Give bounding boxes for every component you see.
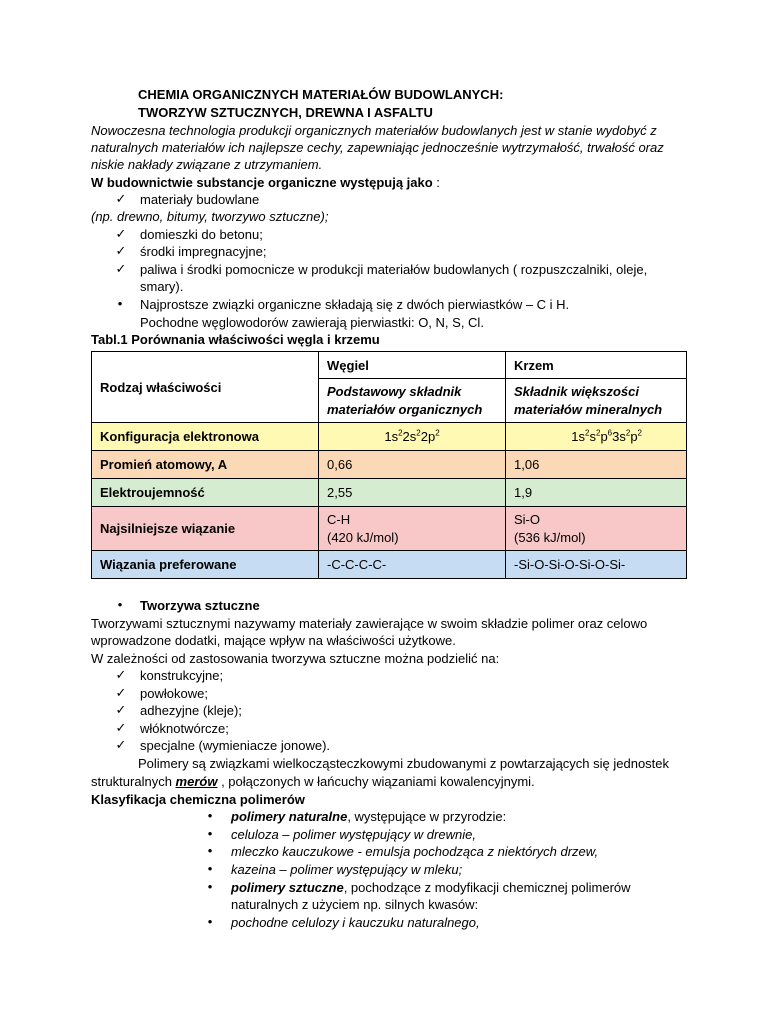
carbon-bond (319, 507, 506, 551)
bullet-icon: • (207, 808, 213, 823)
silicon-config (506, 423, 687, 451)
cfg-part: p (630, 429, 638, 444)
intro-line-1: Nowoczesna technologia produkcji organicznych materiałów budowlanych jest w stanie wydobyć z (91, 123, 657, 138)
title-line-2: TWORZYW SZTUCZNYCH, DREWNA I ASFALTU (138, 105, 433, 120)
cfg-part: 3s (612, 429, 626, 444)
header-property-label: Rodzaj właściwości (92, 352, 319, 423)
row-label: Konfiguracja elektronowa (92, 423, 319, 451)
list-item: kazeina – polimer występujący w mleku; (231, 862, 463, 877)
cfg-part: 1s (384, 429, 399, 444)
intro-line-2: naturalnych materiałów ich najlepsze cechy, zapewniając jednocześnie wytrzymałość, trwałość oraz (91, 140, 664, 155)
table-header-row (92, 352, 687, 379)
row-label: Najsilniejsze wiązanie (92, 507, 319, 551)
bullet-text-continued: Pochodne węglowodorów zawierają pierwiastki: O, N, S, Cl. (140, 315, 484, 330)
bullet-icon: • (207, 843, 213, 858)
table-row (92, 423, 687, 451)
definition-line-2: wprowadzone dodatki, mające wpływ na właściwości użytkowe. (91, 633, 456, 648)
list-item: adhezyjne (kleje); (140, 703, 242, 718)
list-item: paliwa i środki pomocnicze w produkcji materiałów budowlanych ( rozpuszczalniki, oleje, (140, 262, 648, 277)
definition-line-1: Tworzywami sztucznymi nazywamy materiały zawierające w swoim składzie polimer oraz celowo (91, 616, 648, 631)
check-icon: ✓ (115, 685, 127, 700)
list-item (231, 808, 506, 825)
check-icon: ✓ (115, 667, 127, 682)
title-line-1: CHEMIA ORGANICZNYCH MATERIAŁÓW BUDOWLANYCH: (138, 87, 504, 102)
list-item: celuloza – polimer występujący w drewnie, (231, 827, 476, 842)
bullet-icon: • (207, 826, 213, 841)
bullet-icon: • (207, 914, 213, 929)
carbon-description-l2: materiałów organicznych (327, 401, 483, 417)
carbon-description-l1: Podstawowy składnik (327, 383, 462, 399)
list-item: materiały budowlane (140, 192, 260, 207)
cfg-sup: 2 (625, 428, 631, 438)
list-item: specjalne (wymieniacze jonowe). (140, 738, 331, 753)
cfg-part: s (589, 429, 596, 444)
check-icon: ✓ (115, 702, 127, 717)
list-item: pochodne celulozy i kauczuku naturalnego, (231, 915, 480, 930)
carbon-description (319, 379, 506, 423)
header-silicon: Krzem (506, 352, 687, 379)
cfg-sup: 2 (595, 428, 601, 438)
list-item: powłokowe; (140, 686, 208, 701)
bond-name: Si-O (514, 511, 540, 527)
carbon-radius: 0,66 (319, 451, 506, 479)
section2-heading: Tworzywa sztuczne (140, 598, 260, 613)
list-item (231, 879, 631, 896)
list-item-continued: naturalnych z użyciem np. silnych kwasów: (231, 897, 479, 912)
check-icon: ✓ (115, 737, 127, 752)
bullet-text: Najprostsze związki organiczne składają się z dwóch pierwiastków – C i H. (140, 297, 570, 312)
list-item-continued: smary). (140, 279, 184, 294)
row-label: Promień atomowy, A (92, 451, 319, 479)
text-part: , połączonych w łańcuchy wiązaniami kowalencyjnymi. (217, 774, 535, 789)
cfg-part: p (600, 429, 608, 444)
silicon-preferred: -Si-O-Si-O-Si-O-Si- (506, 551, 687, 579)
table-row (92, 479, 687, 507)
check-icon: ✓ (115, 191, 127, 206)
bullet-icon: • (117, 296, 123, 311)
polymer-definition-line-2 (91, 773, 535, 790)
section1-heading (91, 174, 440, 191)
bullet-icon: • (207, 879, 213, 894)
silicon-electronegativity: 1,9 (506, 479, 687, 507)
check-icon: ✓ (115, 243, 127, 258)
list-item: konstrukcyjne; (140, 668, 224, 683)
text-part: , występujące w przyrodzie: (347, 809, 507, 824)
split-intro: W zależności od zastosowania tworzywa sztuczne można podzielić na: (91, 651, 500, 666)
table-caption: Tabl.1 Porównania właściwości węgla i krzemu (91, 332, 380, 347)
emphasized-term: merów (175, 774, 218, 789)
text-part: , pochodzące z modyfikacji chemicznej polimerów (343, 880, 631, 895)
silicon-description-l1: Składnik większości (514, 383, 640, 399)
check-icon: ✓ (115, 720, 127, 735)
properties-table (91, 351, 687, 579)
cfg-sup: 6 (607, 428, 613, 438)
list-item: włóknotwórcze; (140, 721, 229, 736)
table-row (92, 507, 687, 551)
table-row (92, 551, 687, 579)
note-text: (np. drewno, bitumy, tworzywo sztuczne); (91, 209, 329, 224)
carbon-preferred: -C-C-C-C- (319, 551, 506, 579)
silicon-bond (506, 507, 687, 551)
polymer-definition-line-1: Polimery są związkami wielkocząsteczkowymi zbudowanymi z powtarzających się jednostek (138, 756, 670, 771)
bullet-icon: • (207, 861, 213, 876)
list-item: domieszki do betonu; (140, 227, 263, 242)
section1-heading-text: W budownictwie substancje organiczne występują jako (91, 175, 433, 190)
section1-heading-suffix: : (432, 175, 440, 190)
bond-energy: (420 kJ/mol) (327, 529, 399, 545)
silicon-radius: 1,06 (506, 451, 687, 479)
row-label: Elektroujemność (92, 479, 319, 507)
section3-heading: Klasyfikacja chemiczna polimerów (91, 792, 305, 807)
list-item: mleczko kauczukowe - emulsja pochodząca z niektórych drzew, (231, 844, 599, 859)
text-part: strukturalnych (91, 774, 176, 789)
bullet-icon: • (117, 597, 123, 612)
cfg-sup: 2 (398, 428, 403, 438)
row-label: Wiązania preferowane (92, 551, 319, 579)
bond-energy: (536 kJ/mol) (514, 529, 586, 545)
list-item: środki impregnacyjne; (140, 244, 267, 259)
silicon-description-l2: materiałów mineralnych (514, 401, 663, 417)
cfg-sup: 2 (416, 428, 421, 438)
cfg-sup: 2 (435, 428, 440, 438)
carbon-electronegativity: 2,55 (319, 479, 506, 507)
cfg-sup: 2 (585, 428, 590, 438)
silicon-description (506, 379, 687, 423)
carbon-config (319, 423, 506, 451)
bond-name: C-H (327, 511, 351, 527)
cfg-part: 2s (402, 429, 417, 444)
cfg-sup: 2 (637, 428, 642, 438)
term: polimery naturalne (231, 809, 348, 824)
check-icon: ✓ (115, 261, 127, 276)
term: polimery sztuczne (231, 880, 344, 895)
header-carbon: Węgiel (319, 352, 506, 379)
cfg-part: 1s (571, 429, 586, 444)
cfg-part: 2p (420, 429, 436, 444)
intro-line-3: niskie nakłady związane z utrzymaniem. (91, 157, 323, 172)
check-icon: ✓ (115, 226, 127, 241)
table-row (92, 451, 687, 479)
